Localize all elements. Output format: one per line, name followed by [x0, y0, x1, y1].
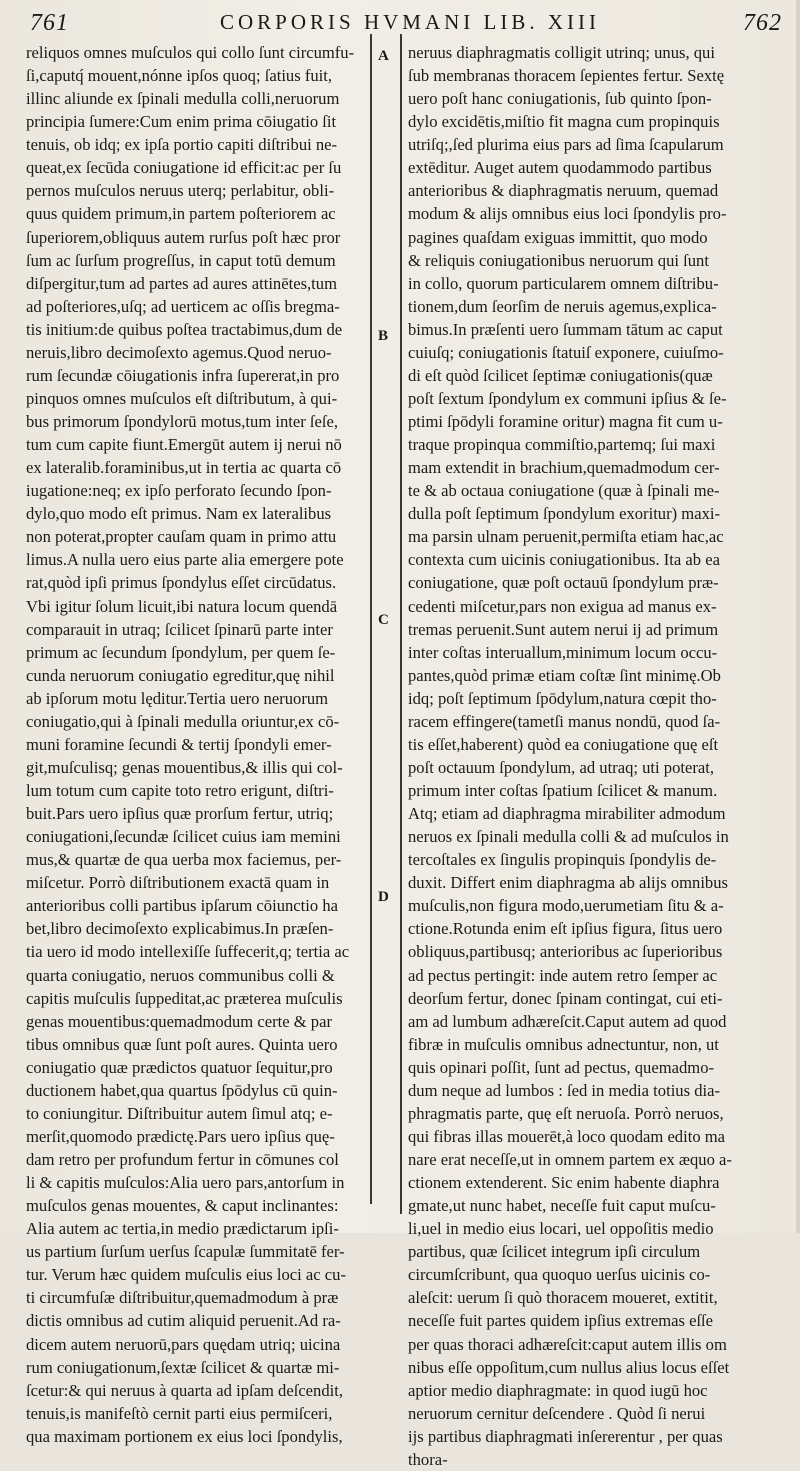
text-line: ſum ac ſurſum progreſſus, in caput totū demum	[26, 250, 336, 270]
text-line: deorſum fertur, donec ſpinam contingat, cui eti-	[408, 988, 723, 1008]
text-line: rum coniugationum,ſextæ ſcilicet & quartæ mi-	[26, 1357, 340, 1377]
text-line: inter coſtas interuallum,minimum locum occu-	[408, 642, 718, 662]
text-line: dam retro per profundum fertur in cōmunes col	[26, 1150, 339, 1169]
text-line: quus quidem primum,in partem poſteriorem ac	[26, 204, 336, 224]
text-line: idq; poſt ſeptimum ſpōdylum,natura cœpit tho-	[408, 688, 717, 708]
text-line: in collo, quorum particularem omnem diſtribu-	[408, 273, 719, 293]
text-line: ptimi ſpōdyli foramine oritur) magna fit cum u-	[408, 412, 723, 431]
text-line: pernos muſculos neruus uterq; perlabitur, obli-	[26, 181, 335, 201]
text-line: tercoſtales ex ſingulis propinquis ſpondylis de-	[408, 850, 717, 870]
text-line: coniugatio quæ prædictos quatuor ſequitur,pro	[26, 1057, 333, 1077]
text-line: tis eſſet,haberent) quòd ea coniugatione quę eſt	[408, 734, 719, 754]
text-line: tenuis,is manifeſtò cernit parti eius permiſceri,	[26, 1403, 333, 1423]
text-line: dylo excidētis,miſtio fit magna cum propinquis	[408, 112, 720, 132]
text-line: nare erat neceſſe,ut in omnem partem ex æquo a-	[408, 1150, 732, 1169]
text-line: neruus diaphragmatis colligit utrinq; unus, qui	[408, 43, 715, 62]
text-line: & reliquis coniugationibus neruorum qui ſunt	[408, 250, 709, 270]
left-text-column	[26, 41, 368, 1448]
text-line: merſit,quomodo prædictę.Pars uero ipſius quę-	[26, 1126, 335, 1146]
page-edge	[796, 0, 800, 1233]
text-line: qui fibras illas mouerēt,à loco quodam edito ma	[408, 1126, 726, 1146]
text-line: modum & alijs omnibus eius loci ſpondylis pro-	[408, 204, 727, 224]
text-line: ductionem habet,qua quartus ſpōdylus cū quin-	[26, 1080, 338, 1100]
text-line: mus,& quartæ de qua uerba mox faciemus, per-	[26, 850, 342, 870]
text-line: li,uel in medio eius locari, uel oppoſitis medio	[408, 1219, 714, 1239]
text-line: utriſq;,ſed plurima eius pars ad ſima ſcapularum	[408, 135, 724, 155]
text-line: aptior medio diaphragmate: in quod iugū hoc	[408, 1380, 708, 1400]
text-line: ijs partibus diaphragmati inſererentur , per quas	[408, 1426, 723, 1446]
text-line: tia uero id modo intellexiſſe ſuffecerit,q; tertia ac	[26, 942, 350, 962]
text-line: us partium ſurſum uerſus ſcapulæ ſummitatē fer-	[26, 1242, 345, 1262]
text-line: tur. Verum hæc quidem muſculis eius loci ac cu-	[26, 1265, 346, 1285]
text-line: anterioribus colli partibus ipſarum cōiunctio ha	[26, 896, 338, 916]
text-line: pinquos omnes muſculos eſt diſtributum, à qui-	[26, 388, 338, 408]
text-line: primum inter coſtas ſpatium ſcilicet & manum.	[408, 781, 718, 800]
text-line: muni foramine ſecundi & tertij ſpondyli emer-	[26, 734, 332, 754]
text-line: aleſcit: uerum ſi quò thoracem moueret, extitit,	[408, 1288, 718, 1308]
text-line: circumſcribunt, qua quoquo uerſus uicinis co-	[408, 1265, 711, 1285]
text-line: pagines quaſdam exiguas immittit, quo modo	[408, 227, 708, 247]
text-line: tionem,dum ſeorſim de neruis agemus,explica-	[408, 296, 717, 316]
text-line: muſculis,non figura modo,uerumetiam ſitu & a-	[408, 896, 724, 916]
text-line: miſcetur. Porrò diſtributionem exactā quam in	[26, 873, 330, 893]
text-line: di eſt quòd ſcilicet ſeptimæ coniugationis(quæ	[408, 365, 713, 385]
text-line: uero poſt hanc coniugationis, ſub quinto ſpon-	[408, 89, 712, 109]
text-line: nibus eſſe oppoſitum,cum nullus alius locus eſſet	[408, 1357, 730, 1377]
text-line: rat,quòd ipſi primus ſpondylus eſſet circūdatus.	[26, 573, 337, 593]
text-line: coniugatione, quæ poſt octauū ſpondylum præ-	[408, 573, 719, 593]
page-number-left: 761	[30, 10, 69, 36]
text-line: ad poſteriores,uſq; ad uerticem ac oſſis bregma-	[26, 296, 340, 316]
text-line: neruorum cernitur deſcendere . Quòd ſi nerui	[408, 1403, 706, 1423]
text-line: quarta coniugatio, neruos communibus colli &	[26, 965, 335, 985]
text-line: qua maximam portionem ex eius loci ſpondylis,	[26, 1426, 343, 1446]
text-line: to coniungitur. Diſtribuitur autem ſimul atq; e-	[26, 1103, 333, 1123]
text-line: dictis omnibus ad cutim aliquid peruenit.Ad ra-	[26, 1311, 341, 1331]
text-line: bet,libro decimoſexto explicabimus.In præſen-	[26, 919, 334, 939]
text-line: git,muſculisq; genas mouentibus,& illis qui col-	[26, 757, 343, 777]
text-line: genas mouentibus:quemadmodum certe & par	[26, 1011, 332, 1031]
text-line: partibus, quæ ſcilicet integrum ipſi circulum	[408, 1242, 701, 1262]
text-line: buit.Pars uero ipſius quæ prorſum fertur, utriq;	[26, 804, 334, 824]
text-line: ma parsin ulnam peruenit,permiſta etiam hac,ac	[408, 527, 724, 547]
text-line: per quas thoraci adhæreſcit:caput autem illis om	[408, 1334, 727, 1354]
text-line: dylo,quo modo eſt primus. Nam ex lateralibus	[26, 504, 332, 524]
text-line: illinc aliunde ex ſpinali medulla colli,neruorum	[26, 89, 340, 109]
running-head: CORPORIS HVMANI LIB. XIII	[219, 10, 600, 34]
text-line: ex lateralib.foraminibus,ut in tertia ac quarta cō	[26, 458, 342, 478]
margin-marker-b: B	[378, 328, 389, 344]
text-line: phragmatis parte, quę eſt neruoſa. Porrò neruos,	[408, 1103, 724, 1123]
right-text-column	[408, 41, 792, 1471]
text-line: cunda neruorum coniugatio egreditur,quę nihil	[26, 665, 335, 685]
text-line: diſpergitur,tum ad partes ad aures attinētes,tum	[26, 273, 337, 293]
text-line: mam extendit in brachium,quemadmodum cer-	[408, 458, 720, 478]
text-line: ctione.Rotunda enim eſt ipſius figura, ſitus uero	[408, 919, 723, 939]
text-line: neceſſe fuit partes quidem ipſius extremas eſſe	[408, 1311, 714, 1331]
text-line: iugatione:neq; ex ipſo perforato ſecundo ſpon-	[26, 481, 332, 501]
text-line: reliquos omnes muſculos qui collo ſunt circumfu-	[26, 43, 355, 62]
text-line: principia ſumere:Cum enim prima cōiugatio ſit	[26, 112, 337, 132]
text-line: poſt ſextum ſpondylum ex communi ipſius & ſe-	[408, 388, 727, 408]
text-line: neruis,libro decimoſexto agemus.Quod neruo-	[26, 342, 332, 362]
text-line: tremas peruenit.Sunt autem nerui ij ad primum	[408, 619, 719, 639]
text-line: anterioribus & diaphragmatis neruum, quemad	[408, 181, 719, 201]
text-line: gmate,ut nunc habet, neceſſe fuit caput muſcu-	[408, 1196, 716, 1216]
text-line: tum cum capite fiunt.Emergūt autem ij nerui nō	[26, 435, 342, 455]
text-line: poſt octauum ſpondylum, ad utraq; uti poterat,	[408, 757, 715, 777]
column-rule-right	[400, 34, 402, 1214]
text-line: ctionem extenderent. Sic enim habente diaphra	[408, 1173, 720, 1193]
text-line: ſuperiorem,obliquus autem rurſus poſt hæc pror	[26, 227, 341, 247]
text-line: tibus omnibus quæ ſunt poſt aures. Quinta uero	[26, 1034, 338, 1054]
text-line: lum totum cum capite toto retro erigunt, diſtri-	[26, 781, 334, 800]
text-line: cuiuſq; coniugationis ſtatuiſ exponere, cuiuſmo-	[408, 342, 724, 362]
text-line: contexta cum uicinis coniugationibus. Ita ab ea	[408, 550, 720, 570]
text-line: ſi,caputq́ mouent,nónne ipſos quoq; ſatius fuit,	[26, 66, 333, 86]
margin-marker-d: D	[378, 889, 389, 905]
text-line: neruos ex ſpinali medulla colli & ad muſculos in	[408, 827, 729, 847]
text-line: queat,ex ſecūda coniugatione id efficit:ac per ſu	[26, 158, 342, 178]
text-line: Alia autem ac tertia,in medio prædictarum ipſi-	[26, 1219, 339, 1239]
text-line: te & ab octaua coniugatione (quæ à ſpinali me-	[408, 481, 720, 501]
text-line: thora-	[408, 1449, 448, 1469]
text-line: coniugatio,qui à ſpinali medulla oriuntur,ex cō-	[26, 711, 340, 731]
text-line: traque propinqua commiſtio,partemq; ſui maxi	[408, 435, 716, 455]
text-line: cedenti miſcetur,pars non exigua ad manus ex-	[408, 596, 717, 616]
text-line: racem effingere(tametſi manus nondū, quod ſa-	[408, 711, 721, 731]
text-line: am ad lumbum adhæreſcit.Caput autem ad quod	[408, 1011, 727, 1031]
text-line: capitis muſculis ſuppeditat,ac præterea muſculis	[26, 988, 343, 1008]
text-line: bimus.In præſenti uero ſummam tātum ac caput	[408, 319, 723, 339]
text-line: li & capitis muſculos:Alia uero pars,antorſum in	[26, 1173, 345, 1193]
text-line: obliquus,partibusq; anterioribus ac ſuperioribus	[408, 942, 723, 962]
text-line: ad pectus pertingit: inde autem retro ſemper ac	[408, 965, 718, 985]
column-rule-left	[370, 34, 372, 1204]
text-line: dum neque ad lumbos : ſed in media totius dia-	[408, 1080, 720, 1100]
text-line: extēditur. Auget autem quodammodo partibus	[408, 158, 712, 178]
text-line: rum ſecundæ cōiugationis infra ſupererat,in pro	[26, 365, 340, 385]
text-line: dicem autem neruorū,pars quędam utriq; uicina	[26, 1334, 341, 1354]
text-line: tis initium:de quibus poſtea tractabimus,dum de	[26, 319, 343, 339]
text-line: non poterat,propter cauſam quam in primo attu	[26, 527, 337, 547]
text-line: coniugationi,ſecundæ ſcilicet cuius iam memini	[26, 827, 341, 847]
text-line: primum ac ſecundum ſpondylum, per quem ſe-	[26, 642, 336, 662]
text-line: limus.A nulla uero eius parte alia emergere pote	[26, 550, 344, 570]
text-line: ti circumfuſæ diſtribuitur,quemadmodum à præ	[26, 1288, 339, 1308]
text-line: pantes,quòd primæ etiam coſtæ ſint minimę.Ob	[408, 665, 721, 685]
text-line: ſcetur:& qui neruus à quarta ad ipſam deſcendit,	[26, 1380, 344, 1400]
text-line: muſculos genas mouentes, & caput inclinantes:	[26, 1196, 339, 1216]
text-line: duxit. Differt enim diaphragma ab alijs omnibus	[408, 873, 728, 893]
margin-marker-c: C	[378, 612, 389, 628]
text-line: fibræ in muſculis omnibus adnectuntur, non, ut	[408, 1034, 719, 1054]
text-line: Atq; etiam ad diaphragma mirabiliter admodum	[408, 804, 726, 824]
page-number-right: 762	[743, 10, 782, 36]
text-line: tenuis, ob idq; ex ipſa portio capiti diſtribui ne-	[26, 135, 338, 155]
text-line: Vbi igitur ſolum licuit,ibi natura locum quendā	[26, 596, 338, 616]
margin-marker-a: A	[378, 48, 389, 64]
text-line: dulla poſt ſeptimum ſpondylum exoritur) maxi-	[408, 504, 721, 524]
text-line: ſub membranas thoracem ſepientes fertur. Sextę	[408, 66, 725, 86]
text-line: bus primorum ſpondylorū motus,tum inter ſeſe,	[26, 412, 339, 431]
text-line: comparauit in utraq; ſcilicet ſpinarū parte inter	[26, 619, 333, 639]
text-line: quis opinari poſſit, ſunt ad pectus, quemadmo-	[408, 1057, 715, 1077]
text-line: ab ipſorum motu lęditur.Tertia uero neruorum	[26, 688, 329, 708]
